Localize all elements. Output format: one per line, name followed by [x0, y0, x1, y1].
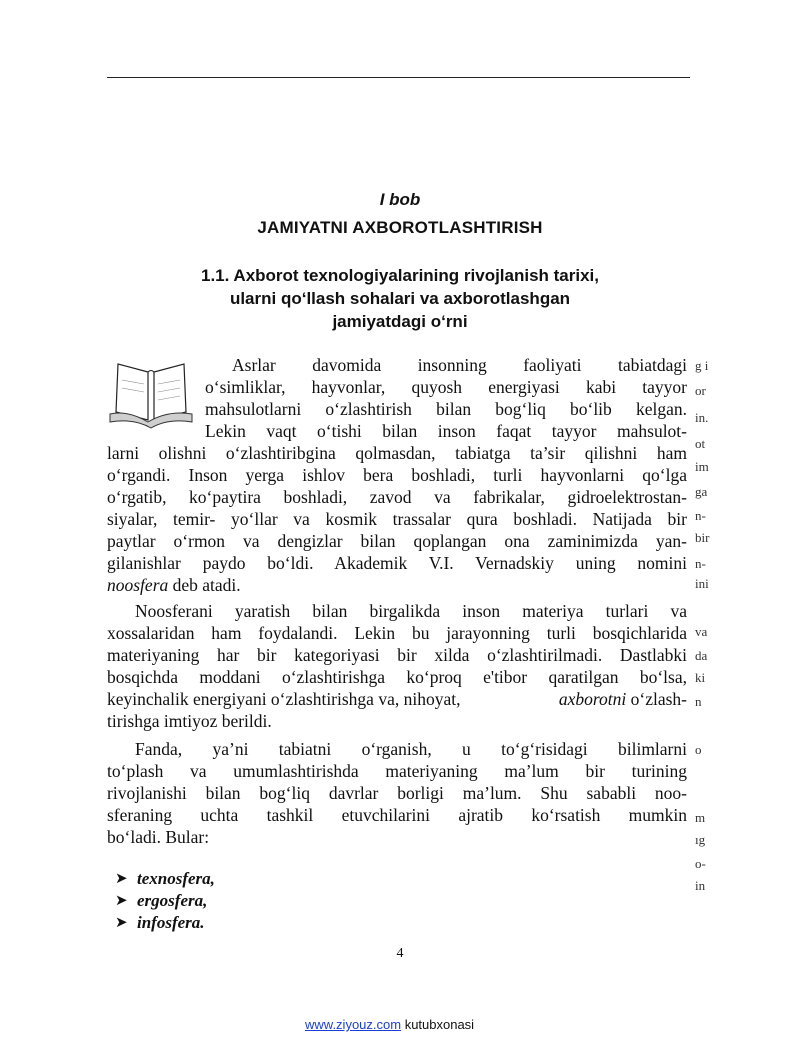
- paragraph-line: Noosferani yaratish bilan birgalikda inson materiya turlari va: [135, 601, 687, 621]
- paragraph-line: o‘rgatib, ko‘paytira boshladi, zavod va fabrikalar, gidroelektrostan-: [107, 487, 687, 507]
- paragraph-line: bosqichda moddani o‘zlashtirishga ko‘proq e'tibor qaratilgan bo‘lsa,: [107, 667, 687, 687]
- footer-link[interactable]: www.ziyouz.com: [305, 1017, 402, 1032]
- section-heading-line: 1.1. Axborot texnologiyalarining rivojlanish tarixi,: [200, 266, 599, 285]
- paragraph-line: gilanishlar paydo bo‘ldi. Akademik V.I. Vernadskiy uning nomini: [107, 553, 687, 573]
- margin-fragment: ki: [695, 670, 706, 685]
- arrow-bullet-icon: ➤: [115, 915, 128, 931]
- paragraph-line: o‘rgandi. Inson yerga ishlov bera boshladi, turli hayvonlarni qo‘lga: [107, 465, 687, 485]
- chapter-title: JAMIYATNI AXBOROTLASHTIRISH: [257, 218, 543, 237]
- margin-fragment: m: [695, 810, 706, 825]
- paragraph-line: paytlar o‘rmon va dengizlar bilan qoplangan ona zaminimizda yan-: [107, 531, 687, 551]
- footer-text: kutubxonasi: [401, 1017, 475, 1032]
- header-rule: [107, 77, 690, 78]
- list-item-label: infosfera.: [137, 913, 205, 932]
- term-noosfera: noosfera: [107, 575, 169, 595]
- paragraph-line: larni olishni o‘zlashtiribgina qolmasdan, tabiatga ta’sir qilishni ham: [107, 443, 687, 463]
- list-item-label: ergosfera,: [137, 891, 208, 910]
- list-item: [115, 868, 215, 890]
- paragraph-line-rest: o‘zlash-: [626, 689, 687, 709]
- margin-fragment: or: [695, 383, 706, 398]
- chapter-label: I bob: [379, 190, 421, 209]
- paragraph-line: [107, 688, 687, 710]
- margin-fragment: im: [695, 459, 709, 474]
- margin-fragment: ini: [695, 576, 709, 591]
- open-book-icon: [108, 360, 194, 430]
- term-axborotni: axborotni: [558, 689, 627, 709]
- paragraph-line: siyalar, temir- yo‘llar va kosmik trassalar qura boshladi. Natijada bir: [107, 509, 687, 529]
- paragraph-line: rivojlanishi bilan bog‘liq davrlar borligi ma’lum. Shu sababli noo-: [107, 783, 687, 803]
- list-item: [115, 890, 215, 912]
- paragraph-line: [107, 574, 241, 596]
- paragraph-line: bo‘ladi. Bular:: [107, 827, 210, 847]
- margin-fragment: da: [695, 648, 708, 663]
- paragraph-line-start: keyinchalik energiyani o‘zlashtirishga va, nihoyat,: [107, 689, 461, 709]
- paragraph-line: Asrlar davomida insonning faoliyati tabiatdagi: [232, 355, 687, 375]
- margin-fragment: n-: [695, 508, 706, 523]
- margin-fragment: ot: [695, 436, 706, 451]
- paragraph-line: xossalaridan ham foydalandi. Lekin bu jarayonning turli bosqichlarida: [107, 623, 687, 643]
- section-heading: [0, 264, 800, 333]
- margin-fragment: g i: [695, 358, 709, 373]
- list-item-label: texnosfera,: [137, 869, 215, 888]
- margin-fragment: o: [695, 742, 702, 757]
- list-item: [115, 912, 215, 934]
- margin-fragment: ga: [695, 484, 708, 499]
- margin-fragment: o-: [695, 856, 706, 871]
- arrow-bullet-icon: ➤: [115, 893, 128, 909]
- section-heading-line: jamiyatdagi o‘rni: [332, 312, 468, 331]
- margin-fragment: bir: [695, 530, 710, 545]
- margin-fragment: va: [695, 624, 708, 639]
- paragraph-line: Lekin vaqt o‘tishi bilan inson faqat tayyor mahsulot-: [205, 421, 687, 441]
- margin-fragment: in.: [695, 410, 709, 425]
- margin-fragment: n-: [695, 556, 706, 571]
- paragraph-line: o‘simliklar, hayvonlar, quyosh energiyasi kabi tayyor: [205, 377, 687, 397]
- paragraph-line-rest: deb atadi.: [168, 575, 241, 595]
- bullet-list: [115, 868, 215, 934]
- paragraph-line: materiyaning har bir kategoriyasi bir xilda o‘zlashtirilmadi. Dastlabki: [107, 645, 687, 665]
- margin-fragment: ıg: [695, 832, 706, 847]
- margin-fragment: n: [695, 694, 702, 709]
- paragraph-line: sferaning uchta tashkil etuvchilarini ajratib ko‘rsatish mumkin: [107, 805, 687, 825]
- footer: [305, 1017, 474, 1032]
- paragraph-line: Fanda, ya’ni tabiatni o‘rganish, u to‘g‘risidagi bilimlarni: [135, 739, 687, 759]
- arrow-bullet-icon: ➤: [115, 871, 128, 887]
- paragraph-line: tirishga imtiyoz berildi.: [107, 711, 272, 731]
- paragraph-line: to‘plash va umumlashtirishda materiyaning ma’lum bir turining: [107, 761, 687, 781]
- page-number: 4: [396, 946, 404, 961]
- section-heading-line: ularni qo‘llash sohalari va axborotlashgan: [229, 289, 571, 308]
- paragraph-line: mahsulotlarni o‘zlashtirish bilan bog‘liq bo‘lib kelgan.: [205, 399, 687, 419]
- margin-fragment: in: [695, 878, 706, 893]
